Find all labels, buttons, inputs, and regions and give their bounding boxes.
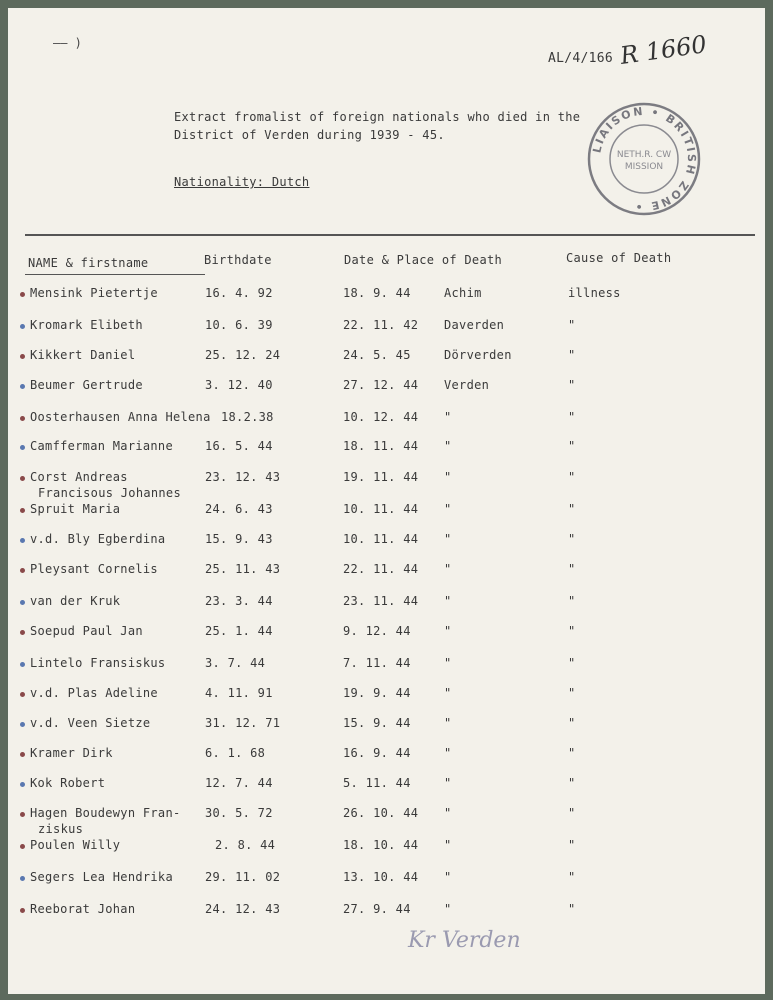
cell-name: Soepud Paul Jan <box>30 624 143 638</box>
cell-cause: " <box>568 594 576 608</box>
cell-cause: " <box>568 439 576 453</box>
cell-name: Spruit Maria <box>30 502 121 516</box>
checkmark-dot-icon <box>20 292 25 297</box>
cell-cause: " <box>568 716 576 730</box>
cell-cause: " <box>568 806 576 820</box>
cell-date: 16. 9. 44 <box>343 746 411 760</box>
handwritten-reference: R 1660 <box>618 30 709 70</box>
cell-date: 9. 12. 44 <box>343 624 411 638</box>
checkmark-dot-icon <box>20 722 25 727</box>
cell-date: 18. 10. 44 <box>343 838 419 852</box>
stamp-outer-text: LIAISON • BRITISH ZONE • <box>590 104 699 214</box>
cell-cause: " <box>568 378 576 392</box>
cell-date: 19. 11. 44 <box>343 470 419 484</box>
cell-name: Kok Robert <box>30 776 106 790</box>
cell-place: " <box>444 838 452 852</box>
handwritten-footer-note: Kr Verden <box>408 928 521 953</box>
cell-place: Verden <box>444 378 490 392</box>
cell-name: v.d. Plas Adeline <box>30 686 158 700</box>
cell-date: 26. 10. 44 <box>343 806 419 820</box>
cell-date: 15. 9. 44 <box>343 716 411 730</box>
cell-place: " <box>444 470 452 484</box>
cell-name: Corst Andreas <box>30 470 128 484</box>
cell-cause: " <box>568 838 576 852</box>
cell-date: 7. 11. 44 <box>343 656 411 670</box>
top-rule <box>25 234 755 236</box>
cell-date: 18. 11. 44 <box>343 439 419 453</box>
cell-cause: " <box>568 532 576 546</box>
checkmark-dot-icon <box>20 908 25 913</box>
cell-name: Kramer Dirk <box>30 746 113 760</box>
stamp-inner-line-2: MISSION <box>624 162 664 172</box>
cell-date: 5. 11. 44 <box>343 776 411 790</box>
intro-line-1: Extract fromalist of foreign nationals who died in the <box>174 110 581 124</box>
intro-line-2: District of Verden during 1939 - 45. <box>174 128 445 142</box>
cell-birth: 16. 5. 44 <box>205 439 273 453</box>
cell-cause: " <box>568 624 576 638</box>
cell-date: 27. 12. 44 <box>343 378 419 392</box>
checkmark-dot-icon <box>20 692 25 697</box>
cell-name: v.d. Bly Egberdina <box>30 532 166 546</box>
cell-name: Poulen Willy <box>30 838 121 852</box>
cell-date: 24. 5. 45 <box>343 348 411 362</box>
cell-place: Achim <box>444 286 482 300</box>
cell-cause: " <box>568 318 576 332</box>
cell-cause: " <box>568 348 576 362</box>
cell-name: Francisous Johannes <box>38 486 181 500</box>
cell-place: " <box>444 410 452 424</box>
cell-cause: illness <box>568 286 621 300</box>
cell-date: 18. 9. 44 <box>343 286 411 300</box>
cell-name: Beumer Gertrude <box>30 378 143 392</box>
cell-birth: 31. 12. 71 <box>205 716 281 730</box>
cell-birth: 25. 1. 44 <box>205 624 273 638</box>
checkmark-dot-icon <box>20 508 25 513</box>
cell-name: Lintelo Fransiskus <box>30 656 166 670</box>
cell-name: Reeborat Johan <box>30 902 136 916</box>
cell-birth: 25. 11. 43 <box>205 562 281 576</box>
cell-place: " <box>444 746 452 760</box>
stamp-inner-line-1: NETH.R. CW <box>616 150 672 160</box>
cell-name: Kikkert Daniel <box>30 348 136 362</box>
cell-name: Segers Lea Hendrika <box>30 870 173 884</box>
cell-cause: " <box>568 746 576 760</box>
cell-place: " <box>444 562 452 576</box>
cell-birth: 24. 6. 43 <box>205 502 273 516</box>
checkmark-dot-icon <box>20 384 25 389</box>
cell-cause: " <box>568 776 576 790</box>
corner-marks: —— ) <box>53 36 82 50</box>
cell-date: 13. 10. 44 <box>343 870 419 884</box>
checkmark-dot-icon <box>20 782 25 787</box>
cell-place: " <box>444 716 452 730</box>
cell-date: 19. 9. 44 <box>343 686 411 700</box>
cell-name: Kromark Elibeth <box>30 318 143 332</box>
checkmark-dot-icon <box>20 354 25 359</box>
column-header-death: Date & Place of Death <box>344 253 503 267</box>
cell-birth: 24. 12. 43 <box>205 902 281 916</box>
checkmark-dot-icon <box>20 662 25 667</box>
cell-name: Pleysant Cornelis <box>30 562 158 576</box>
cell-place: Daverden <box>444 318 505 332</box>
cell-place: " <box>444 902 452 916</box>
checkmark-dot-icon <box>20 445 25 450</box>
checkmark-dot-icon <box>20 752 25 757</box>
cell-date: 22. 11. 44 <box>343 562 419 576</box>
cell-name: ziskus <box>38 822 84 836</box>
cell-cause: " <box>568 470 576 484</box>
cell-birth: 4. 11. 91 <box>205 686 273 700</box>
cell-name: Hagen Boudewyn Fran- <box>30 806 181 820</box>
cell-birth: 15. 9. 43 <box>205 532 273 546</box>
nationality-label: Nationality: Dutch <box>174 175 310 189</box>
cell-place: " <box>444 624 452 638</box>
checkmark-dot-icon <box>20 844 25 849</box>
header-underline <box>25 274 205 275</box>
cell-place: " <box>444 439 452 453</box>
cell-place: " <box>444 594 452 608</box>
cell-birth: 2. 8. 44 <box>215 838 276 852</box>
checkmark-dot-icon <box>20 538 25 543</box>
cell-birth: 12. 7. 44 <box>205 776 273 790</box>
cell-place: Dörverden <box>444 348 512 362</box>
cell-birth: 3. 7. 44 <box>205 656 266 670</box>
column-header-birthdate: Birthdate <box>204 253 272 267</box>
cell-name: Camfferman Marianne <box>30 439 173 453</box>
cell-birth: 16. 4. 92 <box>205 286 273 300</box>
liaison-stamp <box>586 101 702 217</box>
cell-birth: 25. 12. 24 <box>205 348 281 362</box>
cell-cause: " <box>568 870 576 884</box>
checkmark-dot-icon <box>20 876 25 881</box>
cell-date: 10. 11. 44 <box>343 502 419 516</box>
checkmark-dot-icon <box>20 568 25 573</box>
cell-birth: 23. 3. 44 <box>205 594 273 608</box>
cell-place: " <box>444 686 452 700</box>
cell-birth: 10. 6. 39 <box>205 318 273 332</box>
cell-birth: 23. 12. 43 <box>205 470 281 484</box>
stamp-graphic <box>586 101 702 217</box>
cell-cause: " <box>568 686 576 700</box>
cell-birth: 18.2.38 <box>221 410 274 424</box>
cell-name: Mensink Pietertje <box>30 286 158 300</box>
cell-date: 22. 11. 42 <box>343 318 419 332</box>
cell-cause: " <box>568 562 576 576</box>
cell-cause: " <box>568 656 576 670</box>
cell-place: " <box>444 806 452 820</box>
cell-name: Oosterhausen Anna Helena <box>30 410 211 424</box>
document-page <box>8 8 765 994</box>
cell-name: van der Kruk <box>30 594 121 608</box>
cell-date: 10. 12. 44 <box>343 410 419 424</box>
cell-place: " <box>444 656 452 670</box>
cell-date: 10. 11. 44 <box>343 532 419 546</box>
checkmark-dot-icon <box>20 476 25 481</box>
cell-name: v.d. Veen Sietze <box>30 716 151 730</box>
cell-birth: 30. 5. 72 <box>205 806 273 820</box>
cell-birth: 29. 11. 02 <box>205 870 281 884</box>
cell-place: " <box>444 870 452 884</box>
checkmark-dot-icon <box>20 416 25 421</box>
checkmark-dot-icon <box>20 324 25 329</box>
checkmark-dot-icon <box>20 630 25 635</box>
file-reference: AL/4/166 <box>548 51 614 66</box>
column-header-name: NAME & firstname <box>28 256 149 270</box>
cell-cause: " <box>568 410 576 424</box>
checkmark-dot-icon <box>20 600 25 605</box>
cell-date: 27. 9. 44 <box>343 902 411 916</box>
cell-date: 23. 11. 44 <box>343 594 419 608</box>
cell-place: " <box>444 776 452 790</box>
column-header-cause: Cause of Death <box>566 251 672 265</box>
cell-place: " <box>444 502 452 516</box>
cell-cause: " <box>568 502 576 516</box>
cell-cause: " <box>568 902 576 916</box>
cell-birth: 6. 1. 68 <box>205 746 266 760</box>
cell-birth: 3. 12. 40 <box>205 378 273 392</box>
checkmark-dot-icon <box>20 812 25 817</box>
cell-place: " <box>444 532 452 546</box>
